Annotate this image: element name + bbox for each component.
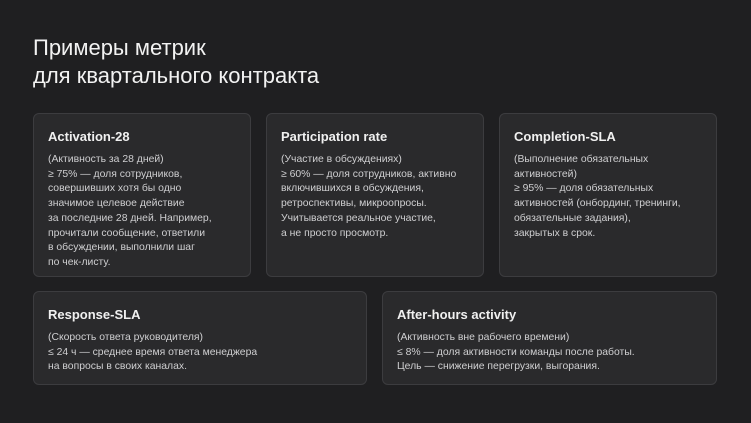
description-line: (Участие в обсуждениях)	[281, 154, 402, 165]
metric-card-after-hours	[382, 291, 717, 385]
description-line: значимое целевое действие	[48, 198, 185, 210]
description-line: за последние 28 дней. Например,	[48, 212, 212, 224]
description-line: активностей)	[514, 168, 577, 180]
metric-title: Response-SLA	[48, 307, 141, 322]
description-line: обязательные задания),	[514, 212, 631, 224]
metric-title: Participation rate	[281, 129, 388, 144]
description-line: ретроспективы, микроопросы.	[281, 198, 427, 210]
description-line: включившихся в обсуждения,	[281, 183, 424, 195]
metric-card-completion	[499, 113, 717, 277]
description-line: (Выполнение обязательных	[514, 154, 649, 165]
description-line: на вопросы в своих каналах.	[48, 361, 187, 373]
metric-title: Activation-28	[48, 129, 130, 144]
description-line: закрытых в срок.	[514, 227, 596, 239]
metric-title: After-hours activity	[397, 307, 517, 322]
metric-description	[281, 153, 469, 241]
metric-description	[514, 153, 702, 241]
description-line: совершивших хотя бы одно	[48, 183, 182, 195]
description-line: (Скорость ответа руководителя)	[48, 332, 204, 343]
description-line: в обсуждении, выполнили шаг	[48, 242, 195, 254]
title-line-1: Примеры метрик	[33, 35, 206, 60]
metric-description	[397, 331, 702, 375]
description-line: по чек-листу.	[48, 256, 111, 268]
description-line: ≤ 24 ч — среднее время ответа менеджера	[48, 346, 258, 358]
description-line: ≥ 75% — доля сотрудников,	[48, 168, 183, 180]
metric-card-participation	[266, 113, 484, 277]
title-line-2: для квартального контракта	[33, 63, 320, 88]
description-line: ≤ 8% — доля активности команды после работы.	[397, 346, 635, 358]
page-title	[33, 34, 319, 90]
description-line: активностей (онбординг, тренинги,	[514, 198, 681, 210]
metric-description	[48, 153, 236, 271]
description-line: (Активность за 28 дней)	[48, 154, 164, 165]
metric-card-activation	[33, 113, 251, 277]
description-line: ≥ 60% — доля сотрудников, активно	[281, 168, 457, 180]
description-line: Цель — снижение перегрузки, выгорания.	[397, 361, 600, 373]
metric-description	[48, 331, 352, 375]
description-line: ≥ 95% — доля обязательных	[514, 183, 654, 195]
metric-title: Completion-SLA	[514, 129, 616, 144]
metric-card-response	[33, 291, 367, 385]
description-line: а не просто просмотр.	[281, 227, 389, 239]
description-line: Учитывается реальное участие,	[281, 212, 436, 224]
description-line: прочитали сообщение, ответили	[48, 227, 206, 239]
description-line: (Активность вне рабочего времени)	[397, 332, 570, 343]
